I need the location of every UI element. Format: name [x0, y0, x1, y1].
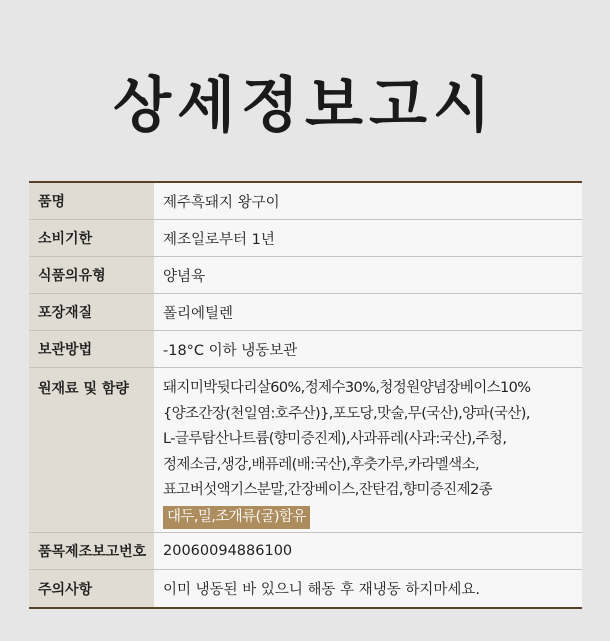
- ingredient-line: {양조간장(천일염:호주산)},포도당,맛술,무(국산),양파(국산),: [163, 405, 530, 422]
- table-row-expiry: [29, 220, 582, 257]
- table-row-ingredients: [29, 368, 582, 533]
- product-info-table: [29, 181, 582, 609]
- table-row-caution: [29, 570, 582, 607]
- row-value: [154, 368, 582, 532]
- ingredient-line: L-글루탐산나트륨(향미증진제),사과퓨레(사과:국산),주청,: [163, 431, 507, 448]
- ingredient-line: 돼지미박뒷다리살60%,정제수30%,청정원양념장베이스10%: [163, 380, 531, 396]
- row-label: 주의사항: [29, 570, 154, 607]
- row-label: 품목제조보고번호: [29, 533, 154, 569]
- row-value: 20060094886100: [154, 533, 582, 569]
- row-label: 원재료 및 함량: [29, 368, 154, 532]
- row-value: 폴리에틸렌: [154, 294, 582, 330]
- row-value: 이미 냉동된 바 있으니 해동 후 재냉동 하지마세요.: [154, 570, 582, 607]
- row-value: 제주흑돼지 왕구이: [154, 183, 582, 219]
- allergen-badge: 대두,밀,조개류(굴)함유: [163, 506, 310, 529]
- table-row-storage: [29, 331, 582, 368]
- table-row-report-number: [29, 533, 582, 570]
- row-label: 보관방법: [29, 331, 154, 367]
- row-label: 포장재질: [29, 294, 154, 330]
- table-row-packaging: [29, 294, 582, 331]
- ingredient-line: 정제소금,생강,배퓨레(배:국산),후춧가루,카라멜색소,: [163, 456, 479, 473]
- page-title: 상세정보고시: [113, 71, 497, 141]
- row-label: 식품의유형: [29, 257, 154, 293]
- row-value: -18°C 이하 냉동보관: [154, 331, 582, 367]
- row-value: 제조일로부터 1년: [154, 220, 582, 256]
- ingredient-line: 표고버섯액기스분말,간장베이스,잔탄검,향미증진제2종: [163, 482, 493, 499]
- ingredient-lines: [163, 376, 530, 529]
- table-row-food-type: [29, 257, 582, 294]
- row-value: 양념육: [154, 257, 582, 293]
- table-row-product-name: [29, 183, 582, 220]
- row-label: 품명: [29, 183, 154, 219]
- row-label: 소비기한: [29, 220, 154, 256]
